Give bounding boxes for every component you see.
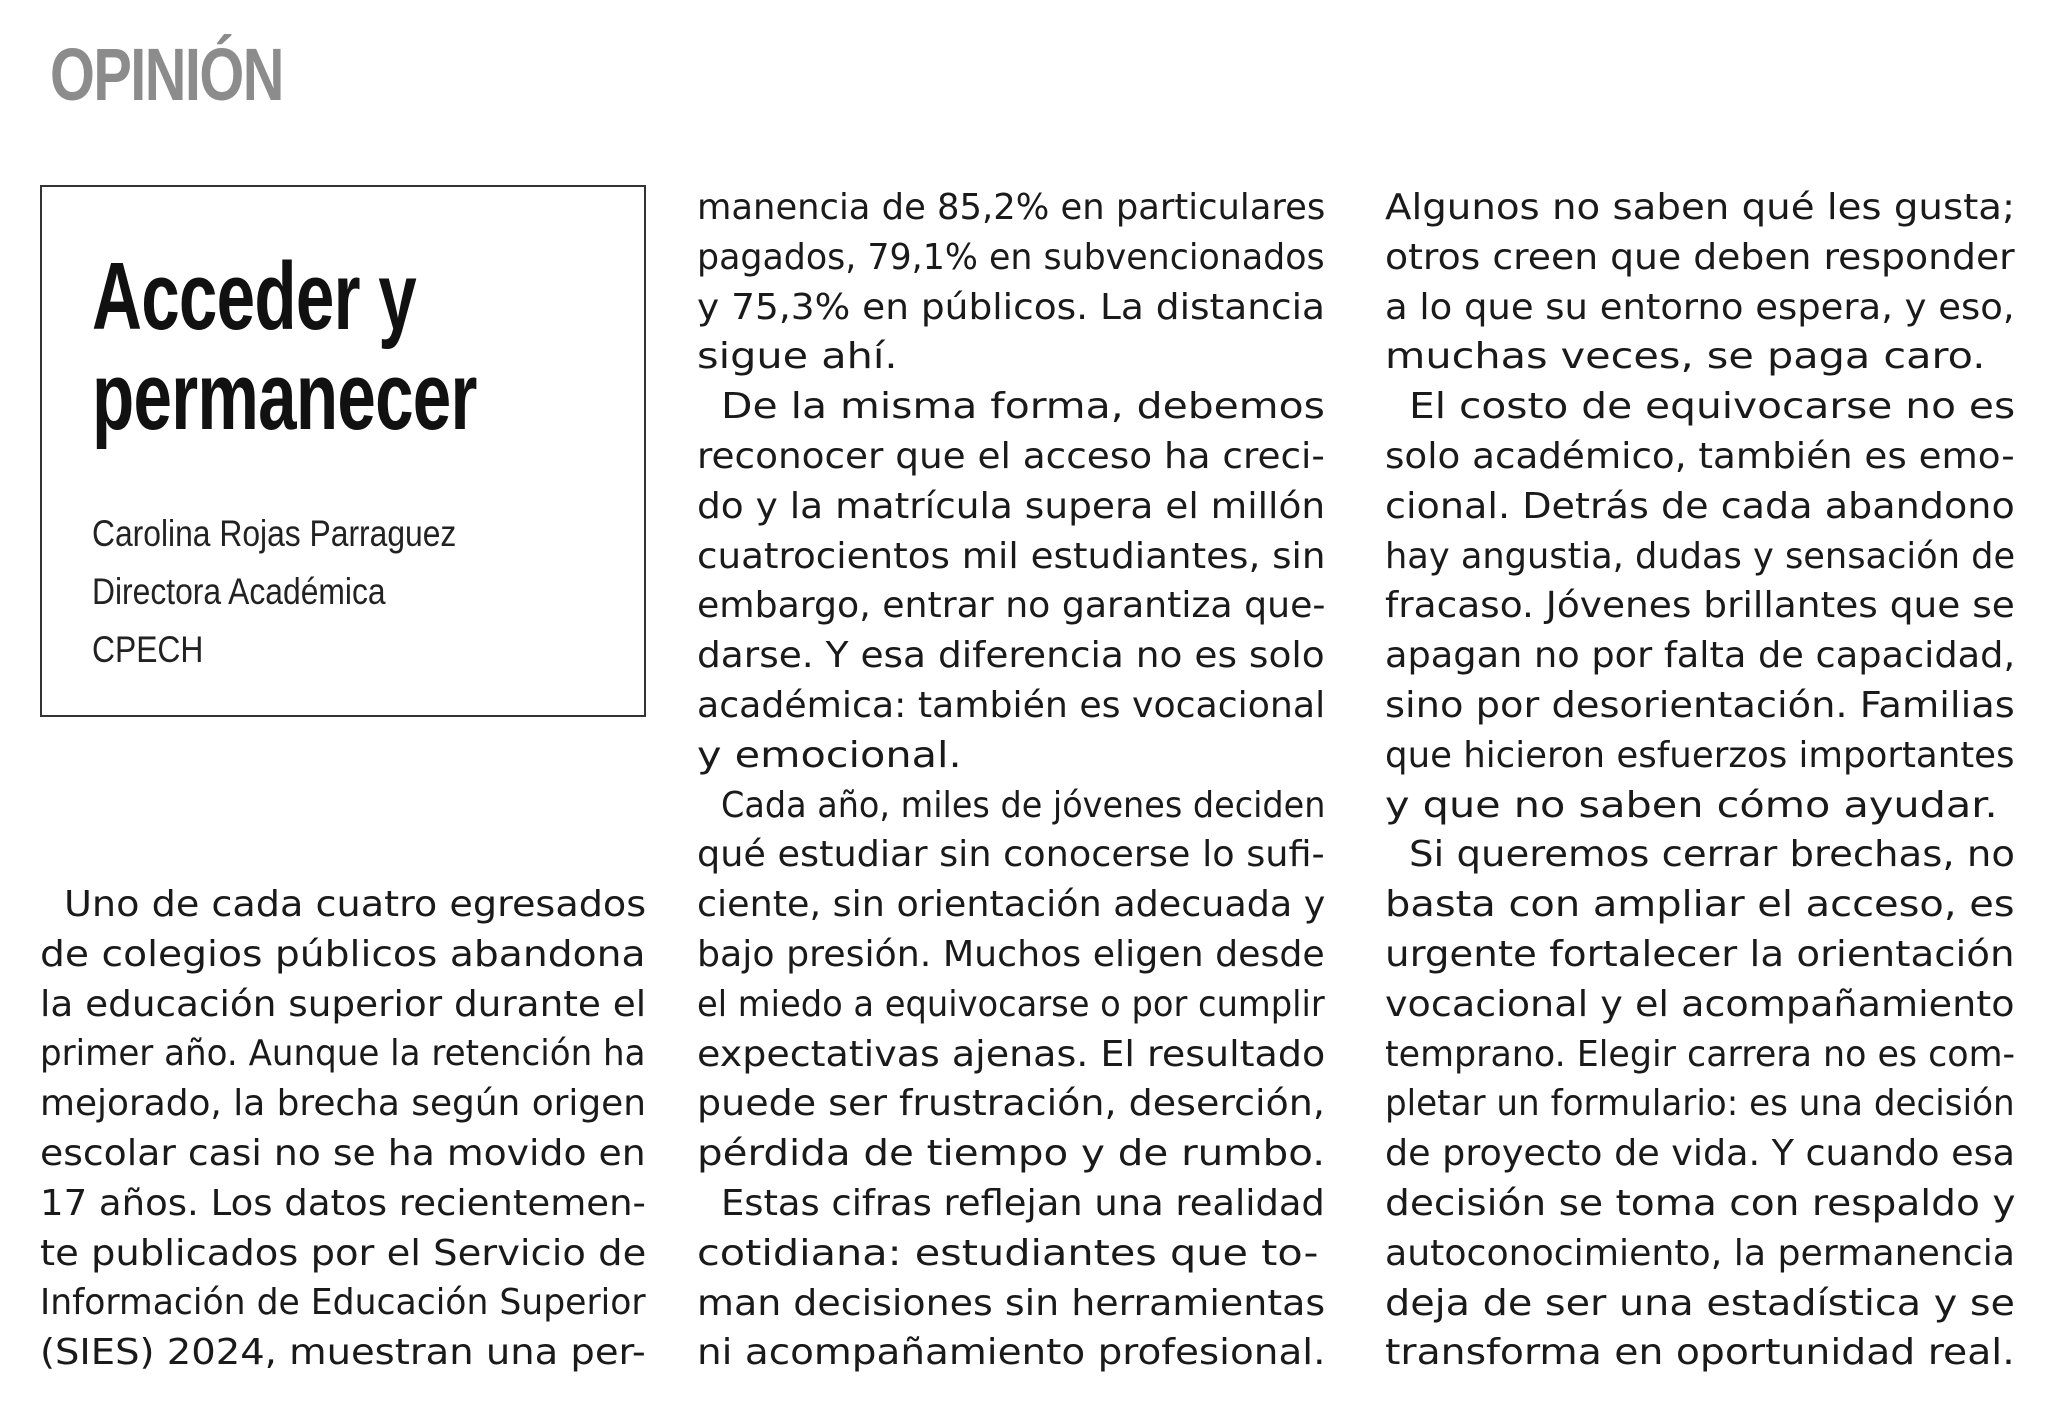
text-line: pérdida de tiempo y de rumbo.	[697, 1133, 1326, 1175]
author-name: Carolina Rojas Parraguez	[92, 513, 457, 554]
text-line: temprano. Elegir carrera no es com-	[1385, 1033, 2016, 1075]
text-line: Cada año, miles de jóvenes deciden	[721, 784, 1326, 826]
text-line: manencia de 85,2% en particulares	[697, 187, 1326, 228]
text-line: ni acompañamiento profesional.	[697, 1332, 1326, 1374]
text-line: El costo de equivocarse no es	[1409, 386, 2016, 428]
text-line: te publicados por el Servicio de	[40, 1232, 647, 1274]
text-line: bajo presión. Muchos eligen desde	[697, 933, 1325, 975]
text-line: basta con ampliar el acceso, es	[1385, 884, 2015, 926]
text-line: académica: también es vocacional	[697, 684, 1326, 726]
text-line: y 75,3% en públicos. La distancia	[697, 286, 1325, 328]
text-line: apagan no por falta de capacidad,	[1385, 635, 2016, 677]
author-organization: CPECH	[92, 629, 204, 670]
text-line: Información de Educación Superior	[40, 1282, 646, 1324]
text-line: sino por desorientación. Familias	[1385, 684, 2015, 726]
byline	[92, 505, 574, 679]
text-line: que hicieron esfuerzos importantes	[1385, 734, 2015, 776]
text-line: urgente fortalecer la orientación	[1385, 933, 2015, 975]
text-line: ciente, sin orientación adecuada y	[697, 884, 1326, 926]
section-label: OPINIÓN	[50, 33, 283, 116]
text-line: pagados, 79,1% en subvencionados	[697, 236, 1325, 278]
text-line: 17 años. Los datos recientemen-	[40, 1182, 646, 1224]
text-line: deja de ser una estadística y se	[1385, 1282, 2015, 1324]
text-line: Estas cifras reflejan una realidad	[721, 1182, 1325, 1224]
headline-box	[40, 185, 646, 717]
text-line: Uno de cada cuatro egresados	[64, 884, 647, 925]
text-line: autoconocimiento, la permanencia	[1385, 1232, 2015, 1274]
text-line: cuatrocientos mil estudiantes, sin	[697, 535, 1326, 577]
author-role: Directora Académica	[92, 571, 386, 612]
text-line: vocacional y el acompañamiento	[1385, 983, 2015, 1025]
text-line: primer año. Aunque la retención ha	[40, 1033, 646, 1075]
text-line: embargo, entrar no garantiza que-	[697, 585, 1326, 627]
text-line: y que no saben cómo ayudar.	[1385, 784, 1998, 826]
text-line: muchas veces, se paga caro.	[1385, 336, 1986, 378]
headline-line: Acceder y	[92, 243, 416, 350]
headline-line: permanecer	[92, 343, 477, 450]
text-line: man decisiones sin herramientas	[697, 1282, 1326, 1324]
text-line: (SIES) 2024, muestran una per-	[40, 1332, 646, 1374]
text-line: pletar un formulario: es una decisión	[1385, 1083, 2015, 1125]
text-line: escolar casi no se ha movido en	[40, 1132, 646, 1174]
text-line: do y la matrícula supera el millón	[697, 485, 1326, 527]
text-line: Si queremos cerrar brechas, no	[1409, 834, 2015, 876]
text-line: y emocional.	[697, 734, 962, 776]
text-line: puede ser frustración, deserción,	[697, 1083, 1325, 1125]
text-line: sigue ahí.	[697, 336, 898, 378]
text-line: la educación superior durante el	[40, 983, 647, 1025]
text-line: otros creen que deben responder	[1385, 236, 2015, 278]
text-line: decisión se toma con respaldo y	[1385, 1182, 2016, 1224]
text-line: expectativas ajenas. El resultado	[697, 1033, 1326, 1075]
text-line: de proyecto de vida. Y cuando esa	[1385, 1133, 2015, 1175]
text-line: fracaso. Jóvenes brillantes que se	[1385, 585, 2015, 627]
text-line: el miedo a equivocarse o por cumplir	[697, 983, 1325, 1025]
text-line: de colegios públicos abandona	[40, 933, 646, 975]
text-line: reconocer que el acceso ha creci-	[697, 435, 1325, 477]
headline	[92, 243, 582, 450]
article-column-2	[697, 183, 1325, 1378]
article-column-3	[1385, 183, 2015, 1378]
text-line: De la misma forma, debemos	[721, 386, 1325, 428]
text-line: a lo que su entorno espera, y eso,	[1385, 286, 2015, 328]
article-column-1	[40, 880, 646, 1378]
text-line: cotidiana: estudiantes que to-	[697, 1232, 1319, 1274]
text-line: transforma en oportunidad real.	[1385, 1332, 2015, 1374]
text-line: hay angustia, dudas y sensación de	[1385, 535, 2016, 577]
text-line: qué estudiar sin conocerse lo sufi-	[697, 834, 1325, 876]
text-line: Algunos no saben qué les gusta;	[1385, 187, 2016, 228]
text-line: darse. Y esa diferencia no es solo	[697, 635, 1325, 677]
text-line: cional. Detrás de cada abandono	[1385, 485, 2015, 527]
text-line: mejorado, la brecha según origen	[40, 1083, 646, 1125]
text-line: solo académico, también es emo-	[1385, 435, 2015, 477]
